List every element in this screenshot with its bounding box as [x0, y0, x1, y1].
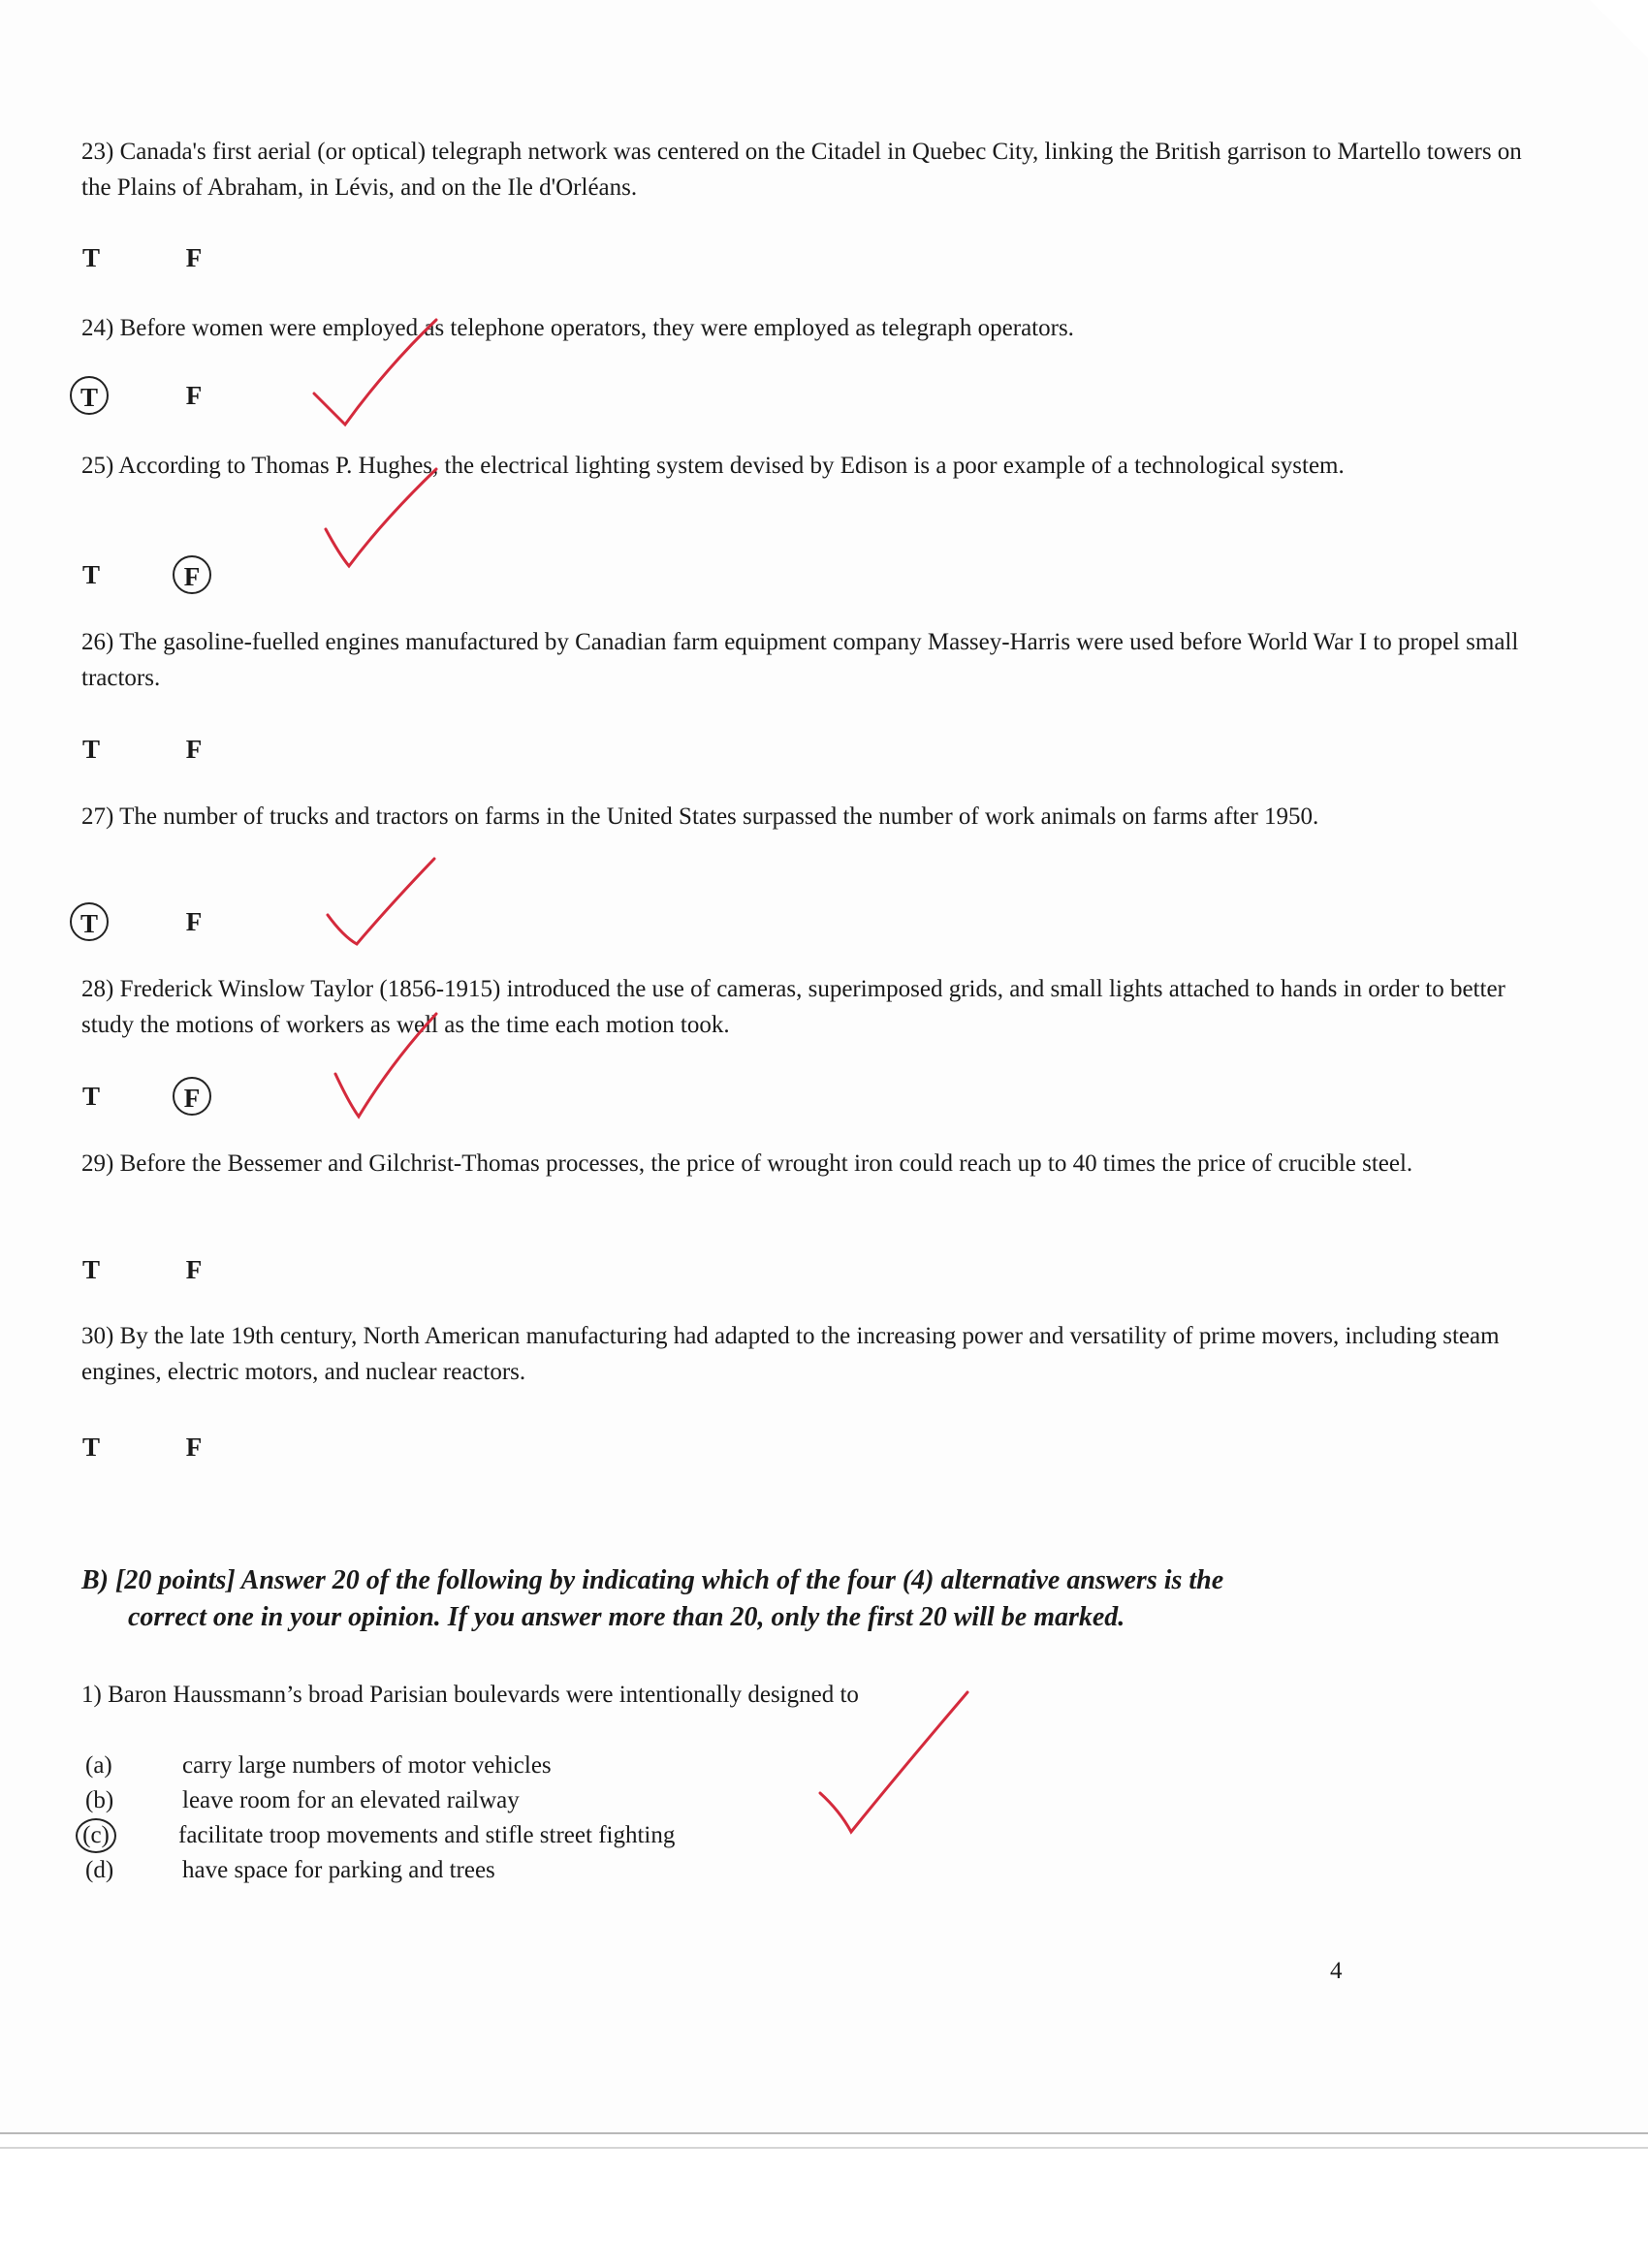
page-bottom-edge: [0, 2132, 1648, 2268]
option-letter: (d): [85, 1857, 114, 1883]
option-text: have space for parking and trees: [182, 1857, 495, 1883]
answer-false-circled[interactable]: F: [173, 555, 211, 594]
answer-false[interactable]: F: [185, 381, 203, 410]
question-text: Canada's first aerial (or optical) telegraph network was centered on the Citadel in Quebec City, linking the British garrison to Martello towers on the Plains of Abraham, in Lévis, and on the Ile d'Orléans.: [81, 139, 1522, 201]
mc-option-a[interactable]: [81, 1748, 552, 1783]
mc-option-b[interactable]: [81, 1783, 520, 1818]
answer-true[interactable]: T: [81, 560, 100, 589]
answer-false[interactable]: F: [185, 1255, 203, 1284]
question-text: By the late 19th century, North American manufacturing had adapted to the increasing power and versatility of prime movers, including steam engines, electric motors, and nuclear reactors.: [81, 1323, 1500, 1385]
question-number: 25): [81, 453, 114, 479]
option-letter: (a): [85, 1752, 112, 1779]
question-text: Before women were employed as telephone operators, they were employed as telegraph operators.: [119, 315, 1074, 341]
question-number: 29): [81, 1150, 114, 1177]
question-text: Before the Bessemer and Gilchrist-Thomas processes, the price of wrought iron could reach up to 40 times the price of crucible steel.: [119, 1150, 1413, 1177]
answer-false[interactable]: F: [185, 735, 203, 764]
option-text: carry large numbers of motor vehicles: [182, 1752, 552, 1779]
check-mark-icon: [320, 461, 446, 578]
mc-option-d[interactable]: [81, 1853, 495, 1888]
page-bottom-divider: [0, 2147, 1648, 2149]
check-mark-icon: [812, 1685, 977, 1840]
question-24: [81, 310, 1555, 346]
check-mark-icon: [330, 1004, 446, 1126]
answer-true[interactable]: T: [81, 1082, 100, 1111]
section-b-instructions: [81, 1562, 1555, 1636]
question-text: Frederick Winslow Taylor (1856-1915) introduced the use of cameras, superimposed grids, and small lights attached to hands in order to better study the motions of workers as well as the time each motion took.: [81, 976, 1505, 1038]
question-25: [81, 448, 1555, 484]
question-number: 30): [81, 1323, 114, 1349]
question-number: 28): [81, 976, 114, 1002]
answer-true[interactable]: T: [81, 1433, 100, 1462]
option-letter: (b): [85, 1787, 114, 1813]
option-text: facilitate troop movements and stifle street fighting: [178, 1822, 676, 1848]
answer-false[interactable]: F: [185, 907, 203, 936]
check-mark-icon: [322, 849, 448, 956]
answer-true[interactable]: T: [81, 735, 100, 764]
section-b-line-2: correct one in your opinion. If you answer more than 20, only the first 20 will be marked.: [128, 1602, 1125, 1632]
question-number: 26): [81, 629, 114, 655]
question-30: [81, 1318, 1555, 1390]
option-letter-circled: (c): [76, 1818, 116, 1853]
question-text: The number of trucks and tractors on farms in the United States surpassed the number of work animals on farms after 1950.: [119, 803, 1319, 830]
question-text: According to Thomas P. Hughes, the electrical lighting system devised by Edison is a poor example of a technological system.: [118, 453, 1345, 479]
question-number: 23): [81, 139, 114, 165]
mc-option-c-circled[interactable]: [81, 1818, 675, 1853]
answer-false-circled[interactable]: F: [173, 1077, 211, 1116]
answer-true[interactable]: T: [81, 1255, 100, 1284]
question-text: The gasoline-fuelled engines manufactured by Canadian farm equipment company Massey-Harris were used before World War I to propel small tractors.: [81, 629, 1519, 691]
answer-false[interactable]: F: [185, 243, 203, 272]
question-26: [81, 624, 1555, 696]
question-28: [81, 971, 1555, 1043]
question-number: 27): [81, 803, 114, 830]
check-mark-icon: [308, 310, 444, 436]
mc-question-1: 1) Baron Haussmann’s broad Parisian boulevards were intentionally designed to: [81, 1682, 859, 1708]
answer-true-circled[interactable]: T: [70, 376, 109, 415]
question-23: [81, 134, 1555, 205]
folded-corner: [1590, 0, 1648, 58]
answer-false[interactable]: F: [185, 1433, 203, 1462]
question-27: [81, 799, 1555, 835]
option-text: leave room for an elevated railway: [182, 1787, 520, 1813]
question-29: [81, 1146, 1555, 1181]
section-b-line-1: B) [20 points] Answer 20 of the following by indicating which of the four (4) alternative answers is the: [81, 1565, 1224, 1595]
question-number: 24): [81, 315, 114, 341]
answer-true[interactable]: T: [81, 243, 100, 272]
page-number: 4: [1330, 1958, 1343, 1984]
answer-true-circled[interactable]: T: [70, 902, 109, 941]
